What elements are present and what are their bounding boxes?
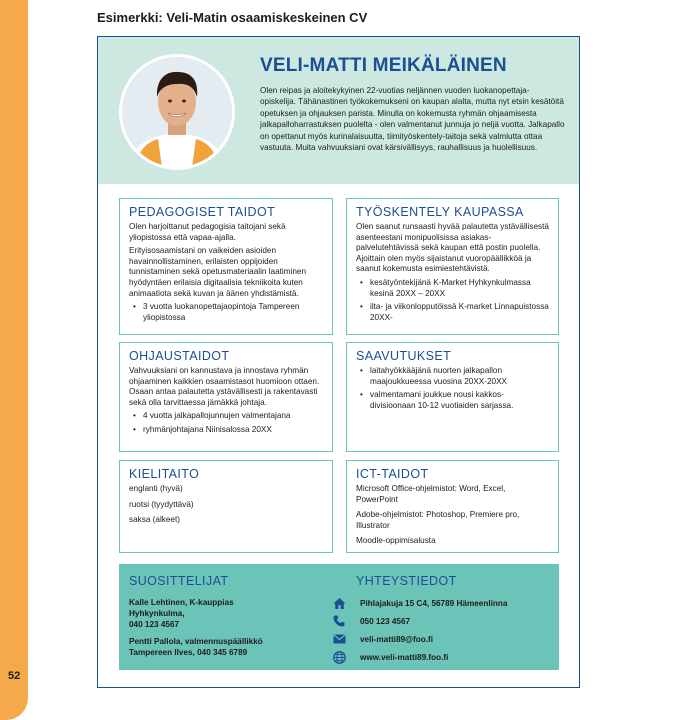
section-title: OHJAUSTAIDOT (129, 349, 230, 363)
section-title-yhteystiedot: YHTEYSTIEDOT (356, 574, 457, 588)
cv-intro: Olen reipas ja aloitekykyinen 22-vuotias neljännen vuoden luokanopettaja-opiskelija. Tähänastinen työkokemukseni on kaupan alalta, mutta nyt etsin kesätöitä opetuksen ja ohjauksen parista. Minulla on kokemusta ryhmän ohjaamisesta jalkapalloharrastuksen puolelta - olen valmentanut junnuja jo neljä vuotta. Jalkapallo on opettanut myös kurinalaisuutta, tiimityöskentely-taitoja sekä valmiutta ottaa vastuuta. Muita vahvuuksiani ovat kärsivällisyys, rauhallisuus ja huolellisuus. (260, 86, 565, 153)
section-list (129, 302, 323, 323)
reference-line: Tampereen Ilves, 040 345 6789 (129, 648, 248, 657)
contact-address: Pihlajakuja 15 C4, 56789 Hämeenlinna (332, 596, 507, 610)
cv-document (97, 36, 580, 688)
section-title: TYÖSKENTELY KAUPASSA (356, 205, 524, 219)
reference-line: Hyhkynkulma, (129, 609, 185, 618)
cv-header (98, 37, 579, 184)
section-saavutukset (346, 342, 559, 452)
section-paragraph: Erityisosaamistani on vaikeiden asioiden havainnollistaminen, erilaisten oppijoiden tunnistaminen sekä opetusmateriaalin laatiminen hyödyntäen erilaisia digitaalisia tekniikoita kuten animaatiota sekä kuvan ja äänen yhdistämistä. (129, 246, 307, 298)
list-item: • ryhmänjohtajana Niinisalossa 20XX (129, 425, 323, 436)
reference-line: 040 123 4567 (129, 620, 180, 629)
section-title-suosittelijat: SUOSITTELIJAT (129, 574, 229, 588)
section-paragraph: Olen saanut runsaasti hyvää palautetta ystävällisestä asenteestani monipuolisissa asiakas-palvelutehtävissä sekä kaupan että postin puolella. Ajoittain olen myös sijaistanut vuoropäällikköä ja saanut kokemusta esimiestehtävistä. (356, 222, 549, 274)
section-pedagogiset-taidot (119, 198, 333, 335)
section-list (356, 366, 549, 411)
section-list (356, 278, 549, 323)
section-title: SAAVUTUKSET (356, 349, 452, 363)
house-icon (332, 596, 346, 610)
contact-web: www.veli-matti89.foo.fi (332, 650, 448, 664)
list-item: • ilta- ja viikonlopputöissä K-market Linnapuistossa 20XX- (356, 302, 549, 323)
ict-item: Microsoft Office-ohjelmistot: Word, Excel, PowerPoint (356, 484, 506, 504)
page-side-tab (0, 0, 28, 720)
ict-item: Adobe-ohjelmistot: Photoshop, Premiere pro, Illustrator (356, 510, 520, 530)
reference-line: Kalle Lehtinen, K-kauppias (129, 598, 234, 607)
section-kielitaito (119, 460, 333, 553)
section-paragraph: Vahvuuksiani on kannustava ja innostava ryhmän ohjaaminen kaikkien osaamistasot huomioon ottaen. Osaan antaa palautetta ystävällisesti ja rakentavasti sekä olla tarvittaessa jämäkkä johtaja. (129, 366, 320, 407)
list-item: • 4 vuotta jalkapallojunnujen valmentajana (129, 411, 323, 422)
language-item: saksa (alkeet) (129, 515, 180, 525)
reference-1 (129, 597, 234, 630)
phone-icon (332, 614, 346, 628)
section-paragraph: Olen harjoittanut pedagogisia taitojani sekä yliopistossa että vapaa-ajalla. (129, 222, 286, 242)
reference-line: Pentti Pallola, valmennuspäällikkö (129, 637, 263, 646)
ict-item: Moodle-oppimisalusta (356, 536, 436, 546)
list-item: • kesätyöntekijänä K-Market Hyhkynkulmassa kesinä 20XX – 20XX (356, 278, 549, 299)
profile-photo (119, 54, 235, 170)
list-item: • valmentamani joukkue nousi kakkos-divisioonaan 10-12 vuotiaiden sarjassa. (356, 390, 549, 411)
references-contact-panel (119, 564, 559, 670)
section-ohjaustaidot (119, 342, 333, 452)
list-item: • laitahyökkääjänä nuorten jalkapallon maajoukkueessa vuosina 20XX-20XX (356, 366, 549, 387)
language-item: englanti (hyvä) (129, 484, 183, 493)
list-item: • 3 vuotta luokanopettajaopintoja Tampereen yliopistossa (129, 302, 323, 323)
contact-email: veli-matti89@foo.fi (332, 632, 433, 646)
cv-name: VELI-MATTI MEIKÄLÄINEN (260, 55, 507, 76)
section-title: ICT-TAIDOT (356, 467, 429, 481)
contact-phone: 050 123 4567 (332, 614, 410, 628)
reference-2 (129, 636, 263, 658)
globe-icon (332, 650, 346, 664)
envelope-icon (332, 632, 346, 646)
section-list (129, 411, 323, 435)
section-ict-taidot (346, 460, 559, 553)
language-item: ruotsi (tyydyttävä) (129, 499, 194, 509)
page-heading: Esimerkki: Veli-Matin osaamiskeskeinen CV (97, 10, 368, 25)
page-number: 52 (8, 670, 21, 682)
section-tyoskentely-kaupassa (346, 198, 559, 335)
section-title: KIELITAITO (129, 467, 200, 481)
section-title: PEDAGOGISET TAIDOT (129, 205, 276, 219)
